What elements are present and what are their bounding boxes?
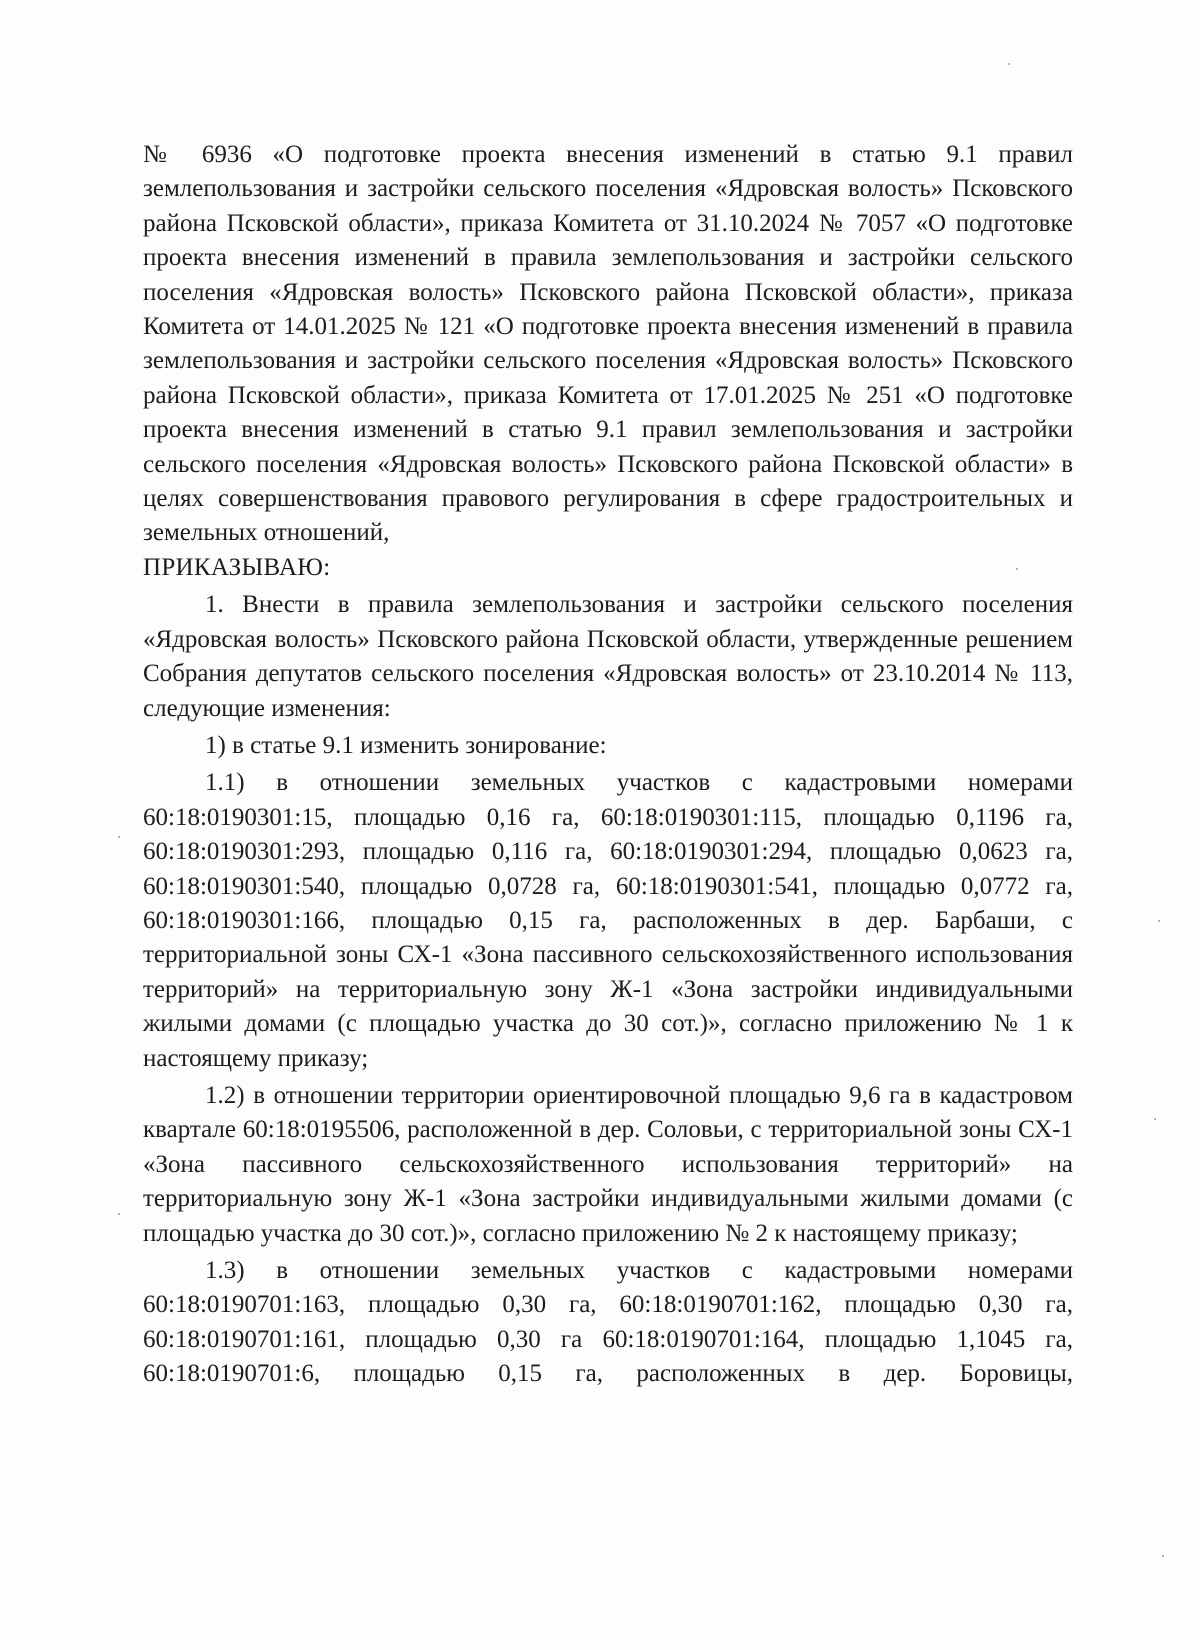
scan-speck	[118, 1213, 120, 1215]
scan-speck	[1016, 568, 1018, 570]
subitem-1-2: 1.2) в отношении территории ориентировочной площадью 9,6 га в кадастровом квартале 60:18:0195506, расположенной в дер. Соловьи, с территориальной зоны СХ-1 «Зона пассивного сельскохозяйственного использования территорий» на территориальную зону Ж-1 «Зона застройки индивидуальными жилыми домами (с площадью участка до 30 сот.)», согласно приложению № 2 к настоящему приказу;	[143, 1081, 1073, 1247]
scan-speck	[1162, 1555, 1164, 1557]
item-1: 1. Внести в правила землепользования и застройки сельского поселения «Ядровская волость» Псковского района Псковской области, утвержденные решением Собрания депутатов сельского поселения «Ядровская волость» от 23.10.2014 № 113, следующие изменения:	[143, 591, 1073, 722]
order-heading: ПРИКАЗЫВАЮ:	[143, 553, 331, 581]
scan-speck	[118, 836, 120, 838]
scan-speck	[1158, 920, 1160, 922]
scan-speck	[1154, 1118, 1156, 1120]
intro-paragraph: № 6936 «О подготовке проекта внесения изменений в статью 9.1 правил землепользования и застройки сельского поселения «Ядровская волость» Псковского района Псковской области», приказа Комитета от 31.10.2024 № 7057 «О подготовке проекта внесения изменений в правила землепользования и застройки сельского поселения «Ядровская волость» Псковского района Псковской области», приказа Комитета от 14.01.2025 № 121 «О подготовке проекта внесения изменений в правила землепользования и застройки сельского поселения «Ядровская волость» Псковского района Псковской области», приказа Комитета от 17.01.2025 № 251 «О подготовке проекта внесения изменений в статью 9.1 правил землепользования и застройки сельского поселения «Ядровская волость» Псковского района Псковской области» в целях совершенствования правового регулирования в сфере градостроительных и земельных отношений,	[143, 141, 1073, 547]
subitem-1: 1) в статье 9.1 изменить зонирование:	[205, 731, 607, 759]
scan-speck	[1008, 63, 1010, 65]
subitem-1-3: 1.3) в отношении земельных участков с кадастровыми номерами 60:18:0190701:163, площадью 0,30 га, 60:18:0190701:162, площадью 0,30 га, 60:18:0190701:161, площадью 0,30 га 60:18:0190701:164, площадью 1,1045 га, 60:18:0190701:6, площадью 0,15 га, расположенных в дер. Боровицы,	[143, 1257, 1073, 1388]
document-body	[143, 138, 1073, 1392]
subitem-1-1: 1.1) в отношении земельных участков с кадастровыми номерами 60:18:0190301:15, площадью 0,16 га, 60:18:0190301:115, площадью 0,1196 га, 60:18:0190301:293, площадью 0,116 га, 60:18:0190301:294, площадью 0,0623 га, 60:18:0190301:540, площадью 0,0728 га, 60:18:0190301:541, площадью 0,0772 га, 60:18:0190301:166, площадью 0,15 га, расположенных в дер. Барбаши, с территориальной зоны СХ-1 «Зона пассивного сельскохозяйственного использования территорий» на территориальную зону Ж-1 «Зона застройки индивидуальными жилыми домами (с площадью участка до 30 сот.)», согласно приложению № 1 к настоящему приказу;	[143, 769, 1073, 1072]
